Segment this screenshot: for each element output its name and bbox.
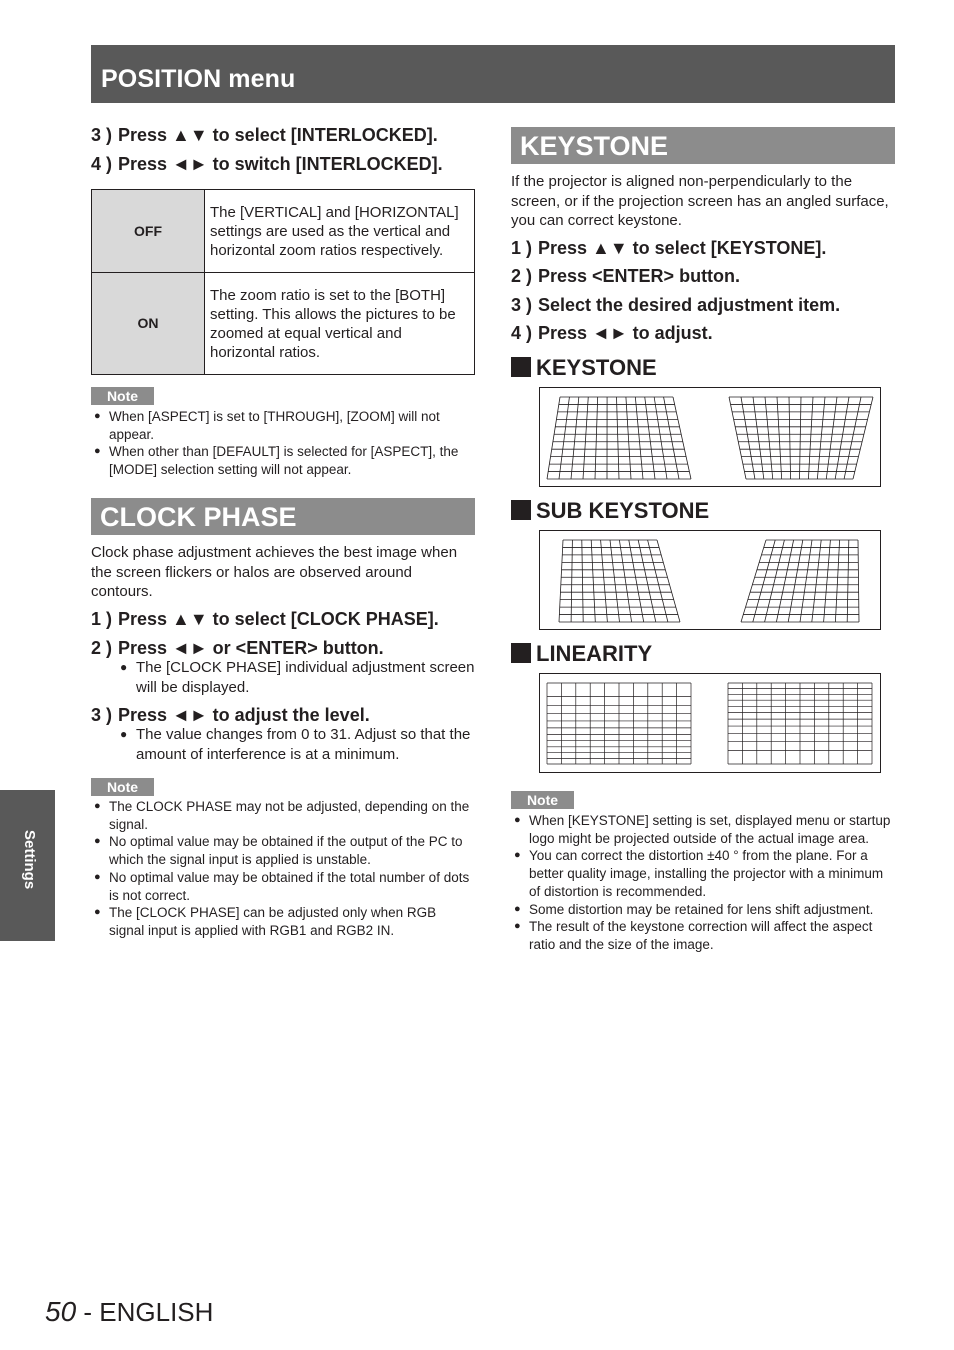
- square-bullet-icon: [511, 500, 531, 520]
- on-description: The zoom ratio is set to the [BOTH] setting. This allows the pictures to be zoomed at equal vertical and horizontal ratios.: [210, 286, 456, 361]
- table-row: [92, 190, 475, 273]
- step-number: 3 ): [91, 705, 113, 725]
- grid-line: [753, 540, 775, 622]
- grid-line: [582, 540, 583, 622]
- section-title: KEYSTONE: [520, 131, 669, 161]
- grid-line: [654, 397, 667, 479]
- grid-line: [788, 540, 803, 622]
- grid-line: [571, 397, 579, 479]
- option-key: OFF: [92, 190, 205, 273]
- grid-line: [826, 397, 837, 479]
- grid-line: [858, 540, 859, 622]
- step-number: 4 ): [511, 323, 533, 343]
- sub-keystone-grid-right: [741, 540, 859, 622]
- sub-keystone-grid-illustration: [540, 531, 882, 631]
- grid-line: [808, 397, 813, 479]
- grid-line: [835, 540, 839, 622]
- note-item: ● The result of the keystone correction will affect the aspect ratio and the size of the image.: [511, 918, 895, 953]
- grid-line: [626, 397, 631, 479]
- linearity-grid-right: [728, 683, 872, 764]
- grid-line: [571, 540, 572, 622]
- step-number: 2 ): [91, 638, 113, 658]
- note-item: ● When [KEYSTONE] setting is set, displayed menu or startup logo might be projected outside of the actual image area.: [511, 812, 895, 847]
- note-item: ● The CLOCK PHASE may not be adjusted, depending on the signal.: [91, 798, 475, 833]
- step-text: Press ◄► or <ENTER> button.: [118, 638, 384, 658]
- option-description: The [VERTICAL] and [HORIZONTAL] settings are used as the vertical and horizontal zoom ratios respectively.: [205, 190, 475, 273]
- section-title: CLOCK PHASE: [100, 502, 297, 532]
- grid-line: [629, 540, 644, 622]
- footer-language: - ENGLISH: [83, 1297, 214, 1327]
- page-title: POSITION menu: [101, 65, 296, 93]
- subheading-text: KEYSTONE: [536, 355, 657, 380]
- step-adjust-level: [91, 704, 370, 726]
- grid-line: [619, 540, 631, 622]
- grid-line: [648, 540, 668, 622]
- clock-phase-section-bar: [91, 498, 475, 535]
- square-bullet-icon: [511, 357, 531, 377]
- step-text: Press ▲▼ to select [CLOCK PHASE].: [118, 609, 439, 629]
- note-item: ● The [CLOCK PHASE] can be adjusted only when RGB signal input is applied with RGB1 and RGB2 IN.: [91, 904, 475, 939]
- grid-line: [853, 397, 873, 479]
- note-item: ● Some distortion may be retained for lens shift adjustment.: [511, 901, 895, 919]
- keystone-grid-illustration: [540, 388, 882, 488]
- step-number: 1 ): [91, 609, 113, 629]
- grid-line: [776, 540, 793, 622]
- grid-line: [595, 397, 598, 479]
- step-adjust: [511, 322, 713, 344]
- note-item: ● When [ASPECT] is set to [THROUGH], [ZOOM] will not appear.: [91, 408, 475, 443]
- note-item: ● No optimal value may be obtained if the output of the PC to which the signal input is applied is unstable.: [91, 833, 475, 868]
- step-text: Press ▲▼ to select [KEYSTONE].: [538, 238, 827, 258]
- keystone-grid-right: [729, 397, 873, 479]
- note-label: Note: [91, 778, 154, 796]
- grid-line: [635, 397, 643, 479]
- square-bullet-icon: [511, 643, 531, 663]
- note-list: [91, 408, 475, 479]
- clock-phase-intro: Clock phase adjustment achieves the best image when the screen flickers or halos are observed around contours.: [91, 544, 458, 601]
- grid-line: [800, 397, 802, 479]
- note-item: ● You can correct the distortion ±40 ° from the plane. For a better quality image, installing the projector with a minimum of distortion is recommended.: [511, 847, 895, 900]
- step-number: 4 ): [91, 154, 113, 174]
- table-row: [92, 273, 475, 375]
- grid-line: [753, 397, 764, 479]
- step-text: Press ◄► to switch [INTERLOCKED].: [118, 154, 443, 174]
- option-description: [205, 273, 475, 375]
- note-label: Note: [91, 387, 154, 405]
- step-press-enter: [511, 265, 740, 287]
- note-item: ● When other than [DEFAULT] is selected for [ASPECT], the [MODE] selection setting will not appear.: [91, 443, 475, 478]
- step-number: 3 ): [511, 295, 533, 315]
- grid-line: [610, 540, 620, 622]
- side-tab-label: Settings: [21, 830, 38, 890]
- step-text: Press <ENTER> button.: [538, 266, 741, 286]
- subheading-text: SUB KEYSTONE: [536, 498, 710, 523]
- header-bar: [91, 45, 895, 103]
- step-number: 2 ): [511, 266, 533, 286]
- grid-line: [789, 397, 791, 479]
- step-text: Press ◄► to adjust.: [538, 323, 713, 343]
- note-label: Note: [511, 791, 574, 809]
- linearity-diagram: [539, 673, 881, 773]
- step-bullet: ● The value changes from 0 to 31. Adjust so that the amount of interference is at a minimum.: [118, 725, 475, 764]
- grid-line: [800, 540, 812, 622]
- grid-line: [657, 540, 680, 622]
- grid-line: [559, 397, 569, 479]
- linearity-grid-illustration: [540, 674, 882, 774]
- grid-line: [664, 397, 679, 479]
- grid-line: [547, 397, 560, 479]
- subheading-linearity: [511, 641, 652, 667]
- linearity-grid-left: [547, 683, 691, 764]
- subheading-text: LINEARITY: [536, 641, 653, 666]
- step-select-keystone: [511, 237, 826, 259]
- step-select-interlocked: [91, 124, 438, 146]
- step-text: Select the desired adjustment item.: [538, 295, 841, 315]
- step-select-clock-phase: [91, 608, 439, 630]
- note-list: [91, 798, 475, 940]
- grid-line: [638, 540, 656, 622]
- step-select-item: [511, 294, 840, 316]
- keystone-grid-left: [547, 397, 691, 479]
- step-switch-interlocked: [91, 153, 443, 175]
- grid-line: [777, 397, 782, 479]
- keystone-diagram: [539, 387, 881, 487]
- subheading-keystone: [511, 355, 657, 381]
- note-item: ● No optimal value may be obtained if the total number of dots is not correct.: [91, 869, 475, 904]
- step-number: 3 ): [91, 125, 113, 145]
- grid-line: [824, 540, 831, 622]
- grid-line: [601, 540, 608, 622]
- grid-line: [741, 540, 766, 622]
- sub-keystone-diagram: [539, 530, 881, 630]
- step-text: Press ◄► to adjust the level.: [118, 705, 370, 725]
- grid-line: [812, 540, 821, 622]
- step-number: 1 ): [511, 238, 533, 258]
- settings-side-tab: [0, 790, 55, 941]
- grid-line: [617, 397, 620, 479]
- keystone-intro: If the projector is aligned non-perpendicularly to the screen, or if the projection screen has an angled surface, you can correct keystone.: [511, 173, 889, 230]
- note-list: [511, 812, 895, 954]
- step-bullet: ● The [CLOCK PHASE] individual adjustment screen will be displayed.: [118, 658, 475, 697]
- subheading-sub-keystone: [511, 498, 709, 524]
- page-number: 50: [45, 1296, 77, 1327]
- interlocked-options-table: [91, 189, 475, 375]
- grid-line: [847, 540, 849, 622]
- sub-keystone-grid-left: [559, 540, 680, 622]
- step-press-enter: [91, 637, 384, 659]
- step-text: Press ▲▼ to select [INTERLOCKED].: [118, 125, 438, 145]
- grid-line: [673, 397, 691, 479]
- grid-line: [817, 397, 825, 479]
- grid-line: [591, 540, 595, 622]
- grid-line: [645, 397, 655, 479]
- option-key: ON: [92, 273, 205, 375]
- grid-line: [765, 540, 785, 622]
- grid-line: [583, 397, 588, 479]
- grid-line: [559, 540, 563, 622]
- page-footer: [45, 1296, 213, 1328]
- grid-line: [765, 397, 773, 479]
- keystone-section-bar: [511, 127, 895, 164]
